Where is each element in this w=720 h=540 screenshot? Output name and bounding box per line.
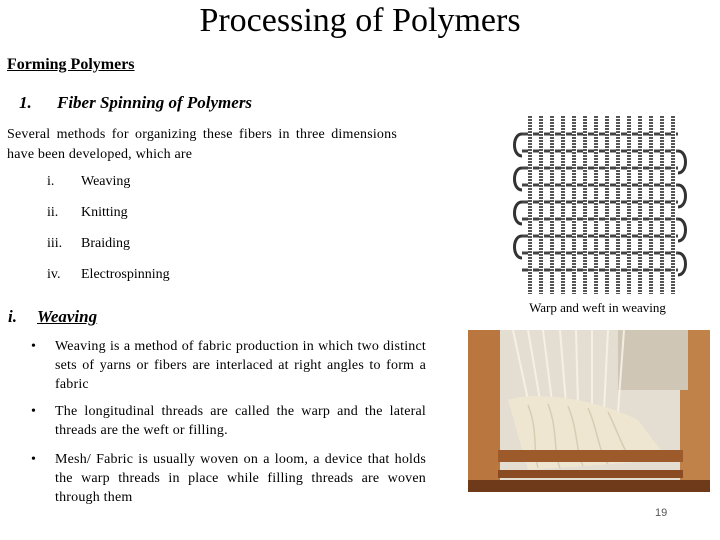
subheading	[19, 93, 252, 113]
bullet-item	[31, 450, 426, 507]
slide-title: Processing of Polymers	[199, 2, 521, 39]
bullet-dot: •	[31, 452, 36, 467]
method-number: ii.	[47, 205, 59, 220]
section-heading: Forming Polymers	[7, 56, 135, 73]
method-item	[47, 236, 130, 252]
subheading-number: 1.	[19, 93, 32, 112]
method-item	[47, 174, 130, 190]
method-number: iv.	[47, 267, 61, 282]
bullet-text: Weaving is a method of fabric production in which two distinct sets of yarns or fibers are interlaced at right angles to form a fabric	[55, 339, 426, 392]
method-item	[47, 267, 170, 283]
method-label: Electrospinning	[81, 267, 170, 282]
method-item	[47, 205, 128, 221]
method-number: i.	[47, 174, 55, 189]
method-label: Weaving	[81, 174, 131, 189]
weaving-heading	[8, 307, 97, 327]
weaving-heading-label: Weaving	[36, 307, 98, 326]
bullet-dot: •	[31, 339, 36, 354]
bullet-dot: •	[31, 404, 36, 419]
weave-diagram-image	[510, 112, 690, 298]
figure-caption: Warp and weft in weaving	[529, 300, 666, 315]
bullet-item	[31, 402, 426, 440]
bullet-text: Mesh/ Fabric is usually woven on a loom, a device that holds the warp threads in place while filling threads are woven through them	[55, 452, 426, 505]
page-number: 19	[655, 507, 668, 519]
bullet-text: The longitudinal threads are called the warp and the lateral threads are the weft or filling.	[55, 404, 426, 438]
method-label: Knitting	[81, 205, 128, 220]
bullet-item	[31, 337, 426, 394]
method-label: Braiding	[81, 236, 130, 251]
warp-threads	[530, 116, 673, 294]
loom-photo-image	[468, 330, 710, 492]
weaving-heading-number: i.	[8, 307, 17, 326]
method-number: iii.	[47, 236, 63, 251]
intro-paragraph: Several methods for organizing these fibers in three dimensions have been developed, which are	[7, 127, 397, 162]
subheading-label: Fiber Spinning of Polymers	[57, 93, 253, 112]
weft-threads	[522, 134, 678, 270]
